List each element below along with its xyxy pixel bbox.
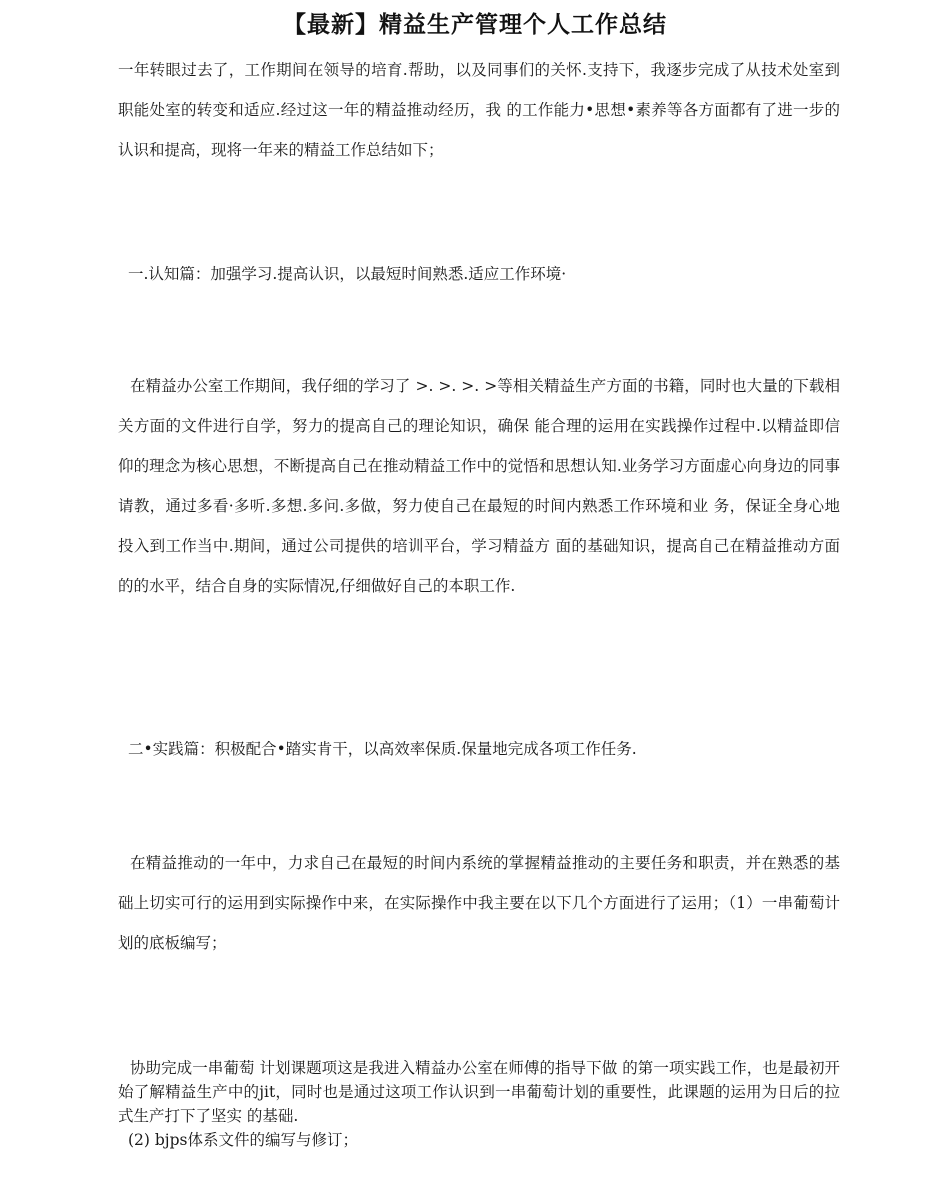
- intro-paragraph: 一年转眼过去了，工作期间在领导的培育.帮助，以及同事们的关怀.支持下，我逐步完成了从技术处室到职能处室的转变和适应.经过这一年的精益推动经历，我 的工作能力•思想•素养等各方面都有了进一步的认识和提高，现将一年来的精益工作总结如下；: [118, 61, 840, 159]
- document-title: 【最新】精益生产管理个人工作总结: [283, 12, 667, 38]
- section-2-item-1: 协助完成一串葡萄 计划课题项这是我进入精益办公室在师傅的指导下做 的第一项实践工作，也是最初开始了解精益生产中的jit，同时也是通过这项工作认识到一串葡萄计划的重要性，此课题的运用为日后的拉式生产打下了坚实 的基础.: [118, 1059, 840, 1125]
- section-2-heading: 二•实践篇：积极配合•踏实肯干，以高效率保质.保量地完成各项工作任务.: [128, 740, 637, 758]
- section-1-heading: 一.认知篇：加强学习.提高认识，以最短时间熟悉.适应工作环境·: [128, 265, 567, 283]
- section-2-body: 在精益推动的一年中，力求自己在最短的时间内系统的掌握精益推动的主要任务和职责，并在熟悉的基础上切实可行的运用到实际操作中来，在实际操作中我主要在以下几个方面进行了运用；（1）一串葡萄计划的底板编写；: [118, 854, 840, 952]
- section-1-body: 在精益办公室工作期间，我仔细的学习了 >. >. >. >等相关精益生产方面的书籍，同时也大量的下载相关方面的文件进行自学，努力的提高自己的理论知识，确保 能合理的运用在实践操作过程中.以精益即信仰的理念为核心思想，不断提高自己在推动精益工作中的觉悟和思想认知.业务学习方面虚心向身边的同事请教，通过多看·多听.多想.多问.多做，努力使自己在最短的时间内熟悉工作环境和业 务，保证全身心地投入到工作当中.期间，通过公司提供的培训平台，学习精益方 面的基础知识，提高自己在精益推动方面的的水平，结合自身的实际情况,仔细做好自己的本职工作.: [118, 377, 840, 595]
- section-2-item-2: (2) bjps体系文件的编写与修订；: [128, 1131, 358, 1149]
